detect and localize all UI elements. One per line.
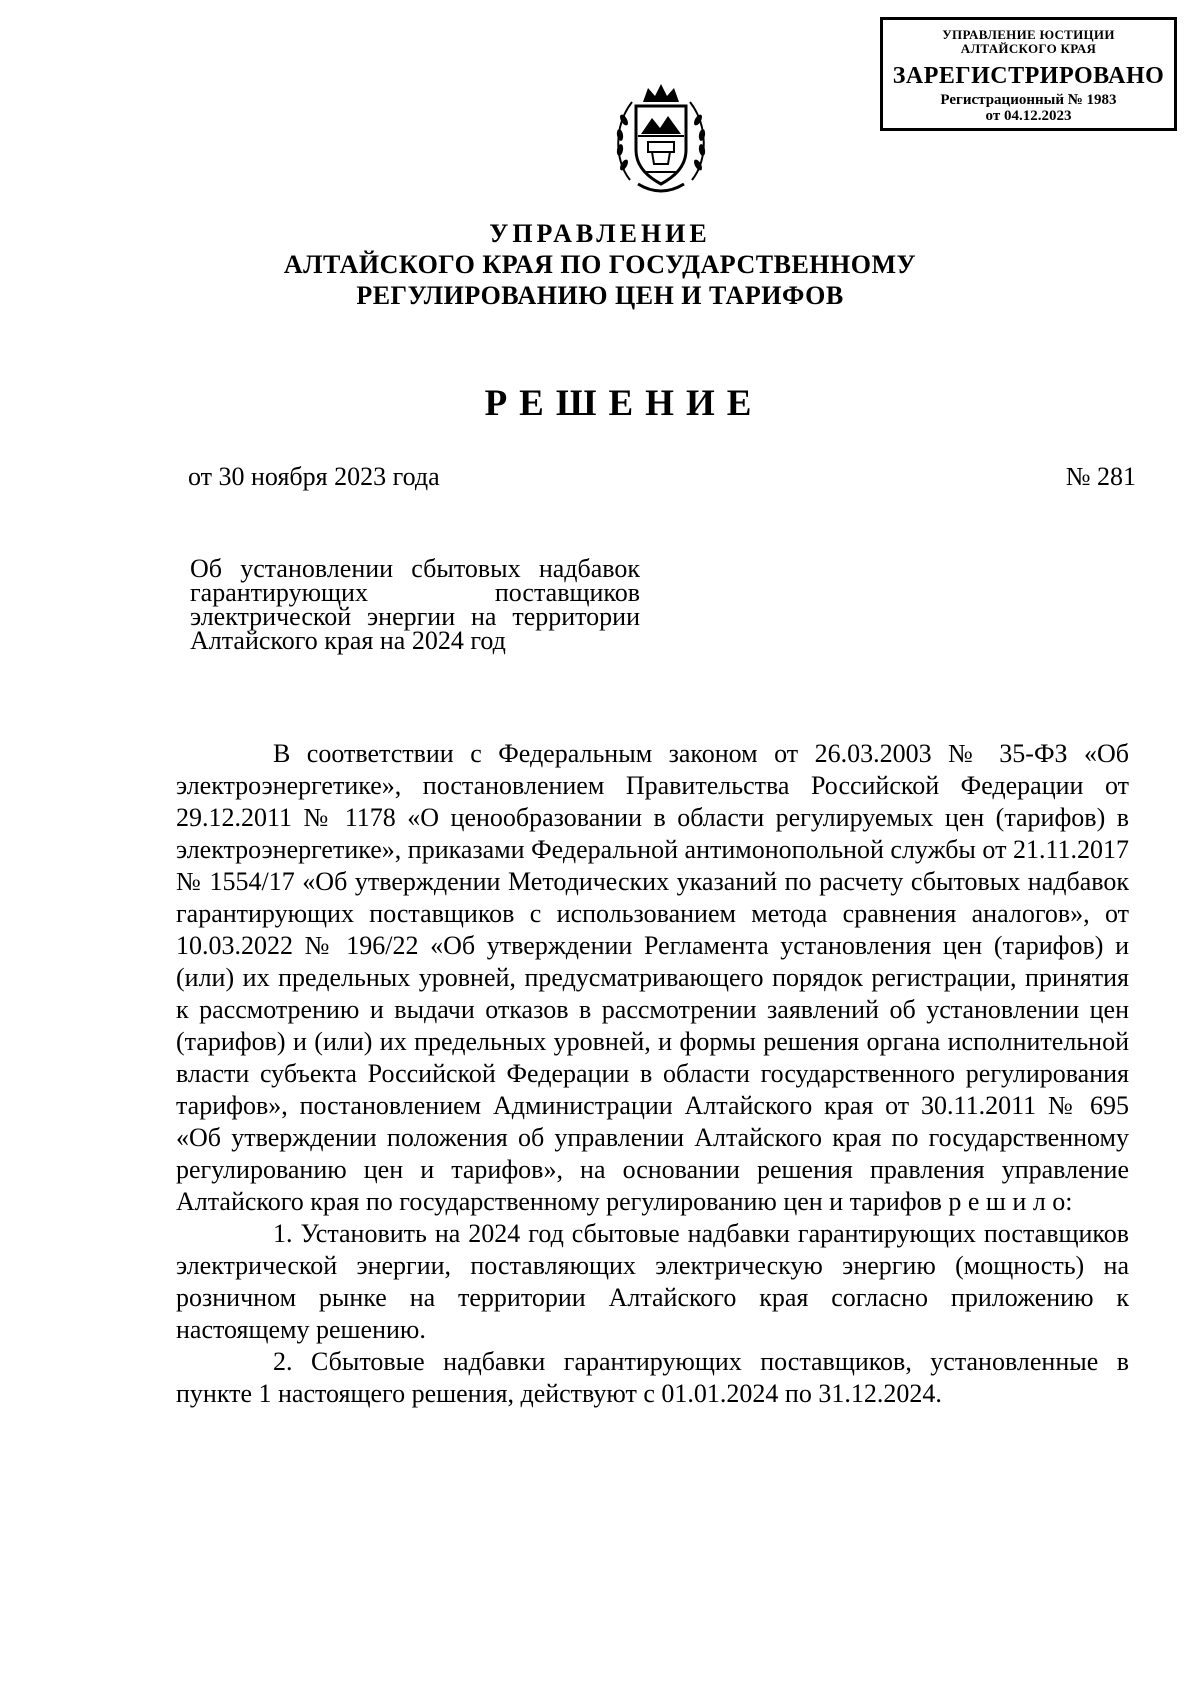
stamp-reg-number: Регистрационный № 1983 <box>940 92 1117 108</box>
header-line2: АЛТАЙСКОГО КРАЯ ПО ГОСУДАРСТВЕННОМУ <box>283 250 917 279</box>
decision-item-1: 1. Установить на 2024 год сбытовые надбавки гарантирующих поставщиков электрической энергии, поставляющих электрическую энергию (мощность) на розничном рынке на территории Алтайского края согласно приложению к настоящему решению. <box>176 1219 1129 1344</box>
document-date: от 30 ноября 2023 года <box>188 462 440 491</box>
header-line3: РЕГУЛИРОВАНИЮ ЦЕН И ТАРИФОВ <box>356 281 844 310</box>
decision-item-2: 2. Сбытовые надбавки гарантирующих поставщиков, установленные в пункте 1 настоящего решения, действуют с 01.01.2024 по 31.12.2024. <box>176 1347 1129 1408</box>
preamble-paragraph: В соответствии с Федеральным законом от 26.03.2003 № 35-ФЗ «Об электроэнергетике», постановлением Правительства Российской Федерации от 29.12.2011 № 1178 «О ценообразовании в области регулируемых цен (тарифов) в электроэнергетике», приказами Федеральной антимонопольной службы от 21.11.2017 № 1554/17 «Об утверждении Методических указаний по расчету сбытовых надбавок гарантирующих поставщиков с использованием метода сравнения аналогов», от 10.03.2022 № 196/22 «Об утверждении Регламента установления цен (тарифов) и (или) их предельных уровней, предусматривающего порядок регистрации, принятия к рассмотрению и выдачи отказов в рассмотрении заявлений об установлении цен (тарифов) и (или) их предельных уровней, и формы решения органа исполнительной власти субъекта Российской Федерации в области государственного регулирования тарифов», постановлением Администрации Алтайского края от 30.11.2011 № 695 «Об утверждении положения об управлении Алтайского края по государственному регулированию цен и тарифов», на основании решения правления управление Алтайского края по государственному регулированию цен и тарифов р е ш и л о: <box>176 739 1129 1216</box>
agency-header <box>0 218 1200 311</box>
altai-krai-coat-of-arms-icon <box>608 80 714 198</box>
document-body <box>176 738 1129 1410</box>
stamp-status: ЗАРЕГИСТРИРОВАНО <box>892 63 1165 89</box>
stamp-org-line1: УПРАВЛЕНИЕ ЮСТИЦИИ <box>942 27 1115 42</box>
stamp-reg-date: от 04.12.2023 <box>985 108 1072 124</box>
document-subject: Об установлении сбытовых надбавок гарантирующих поставщиков электрической энергии на территории Алтайского края на 2024 год <box>190 554 640 655</box>
registration-stamp <box>880 17 1177 131</box>
stamp-org-line2: АЛТАЙСКОГО КРАЯ <box>960 41 1097 56</box>
document-number: № 281 <box>1065 462 1136 491</box>
document-type-title: РЕШЕНИЕ <box>484 383 764 424</box>
header-line1: УПРАВЛЕНИЕ <box>489 219 711 248</box>
